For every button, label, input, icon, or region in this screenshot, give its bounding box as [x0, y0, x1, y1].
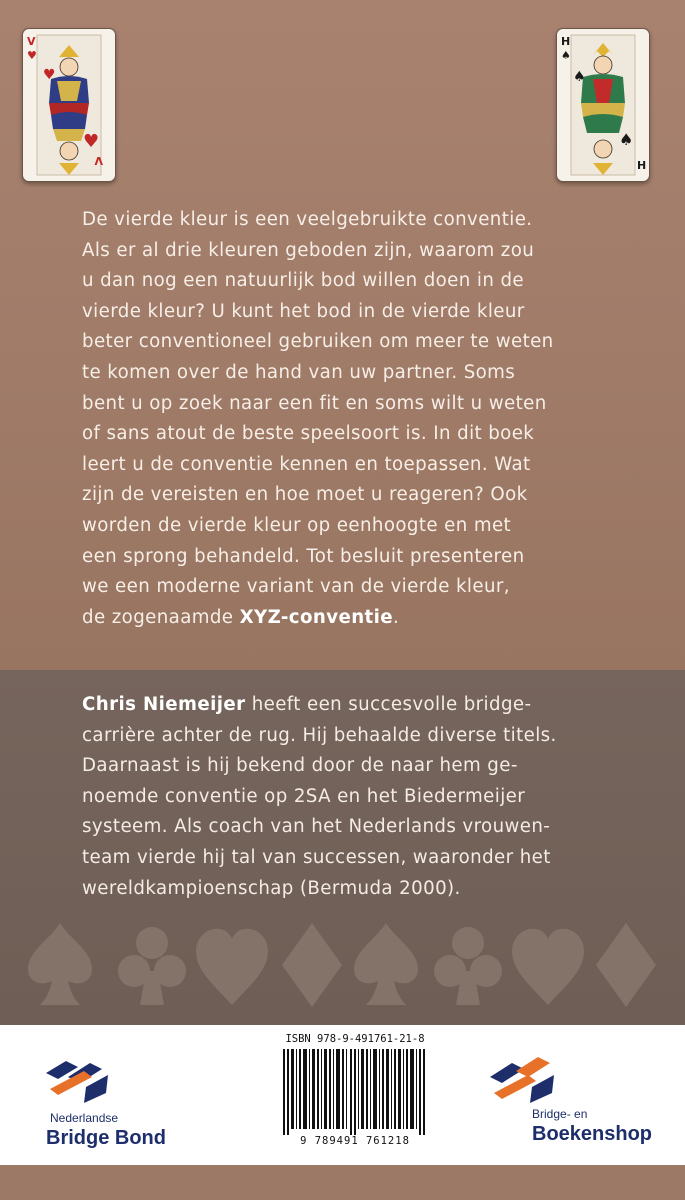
nederlandse-bridge-bond-logo[interactable] — [44, 1055, 214, 1155]
blurb-line: worden de vierde kleur op eenhoogte en met — [82, 514, 512, 536]
club-icon — [118, 927, 186, 1005]
blurb-line: leert u de conventie kennen en toepassen. Wat — [82, 453, 531, 475]
svg-text:H: H — [637, 159, 647, 172]
blurb-line: De vierde kleur is een veelgebruikte conventie. — [82, 209, 533, 230]
diamond-icon — [596, 923, 656, 1007]
bridge-bond-big-text: Bridge Bond — [46, 1127, 166, 1149]
svg-text:V: V — [27, 35, 36, 48]
bridge-bond-small-text: Nederlandse — [50, 1111, 119, 1125]
svg-text:♥: ♥ — [83, 131, 100, 152]
blurb-line: bent u op zoek naar een fit en soms wilt u weten — [82, 392, 547, 414]
svg-text:♥: ♥ — [27, 49, 37, 62]
king-of-spades-icon — [557, 29, 649, 181]
svg-text:V: V — [94, 154, 103, 167]
king-of-spades-card — [556, 28, 650, 182]
barcode-icon — [281, 1049, 429, 1135]
bio-line: wereldkampioenschap (Bermuda 2000). — [82, 877, 461, 899]
blurb-line: zijn de vereisten en hoe moet u reageren? Ook — [82, 484, 528, 506]
isbn-label: ISBN 978-9-491761-21-8 — [285, 1033, 425, 1045]
svg-text:H: H — [561, 35, 571, 48]
svg-text:♥: ♥ — [43, 67, 56, 83]
suit-symbols-pattern — [0, 915, 685, 1025]
club-icon — [434, 927, 502, 1005]
bio-line: noemde conventie op 2SA en het Biedermeijer — [82, 785, 526, 807]
book-description — [82, 205, 642, 633]
bridge-bond-logo-icon — [44, 1055, 144, 1105]
barcode-digits: 9 789491 761218 — [300, 1135, 410, 1147]
xyz-conventie-highlight: XYZ-conventie — [239, 606, 394, 628]
diamond-icon — [282, 923, 342, 1007]
heart-icon — [512, 929, 584, 1005]
boekenshop-logo-icon — [488, 1053, 588, 1103]
blurb-last-suffix: . — [393, 606, 400, 628]
blurb-line: te komen over de hand van uw partner. Soms — [82, 361, 516, 383]
bridge-en-boekenshop-logo[interactable] — [488, 1053, 658, 1153]
bio-line: heeft een succesvolle bridge- — [245, 694, 532, 715]
bio-line: team vierde hij tal van successen, waaronder het — [82, 846, 551, 868]
author-bio — [82, 690, 642, 904]
author-bio-panel — [0, 670, 685, 1025]
bio-line: Daarnaast is hij bekend door de naar hem ge- — [82, 755, 518, 777]
boekenshop-big-text: Boekenshop — [532, 1123, 653, 1145]
blurb-line: u dan nog een natuurlijk bod willen doen in de — [82, 270, 524, 292]
blurb-line: we een moderne variant van de vierde kleur, — [82, 576, 510, 598]
svg-text:♠: ♠ — [573, 69, 586, 85]
queen-of-hearts-icon — [23, 29, 115, 181]
spade-icon — [28, 923, 92, 1005]
author-name: Chris Niemeijer — [82, 694, 246, 715]
isbn-barcode — [275, 1033, 435, 1148]
blurb-line: beter conventioneel gebruiken om meer te weten — [82, 331, 554, 353]
svg-text:♠: ♠ — [619, 130, 634, 149]
blurb-line: Als er al drie kleuren geboden zijn, waarom zou — [82, 239, 535, 261]
boekenshop-small-text: Bridge- en — [532, 1107, 588, 1121]
blurb-line: of sans atout de beste speelsoort is. In dit boek — [82, 423, 535, 445]
spade-icon — [354, 923, 418, 1005]
svg-text:♠: ♠ — [561, 49, 571, 62]
bio-line: systeem. Als coach van het Nederlands vrouwen- — [82, 816, 551, 838]
bottom-border — [0, 1165, 685, 1200]
blurb-line: een sprong behandeld. Tot besluit presenteren — [82, 545, 525, 567]
queen-of-hearts-card — [22, 28, 116, 182]
blurb-last-prefix: de zogenaamde — [82, 606, 240, 628]
heart-icon — [196, 929, 268, 1005]
bio-line: carrière achter de rug. Hij behaalde diverse titels. — [82, 724, 557, 746]
blurb-line: vierde kleur? U kunt het bod in de vierde kleur — [82, 300, 525, 322]
